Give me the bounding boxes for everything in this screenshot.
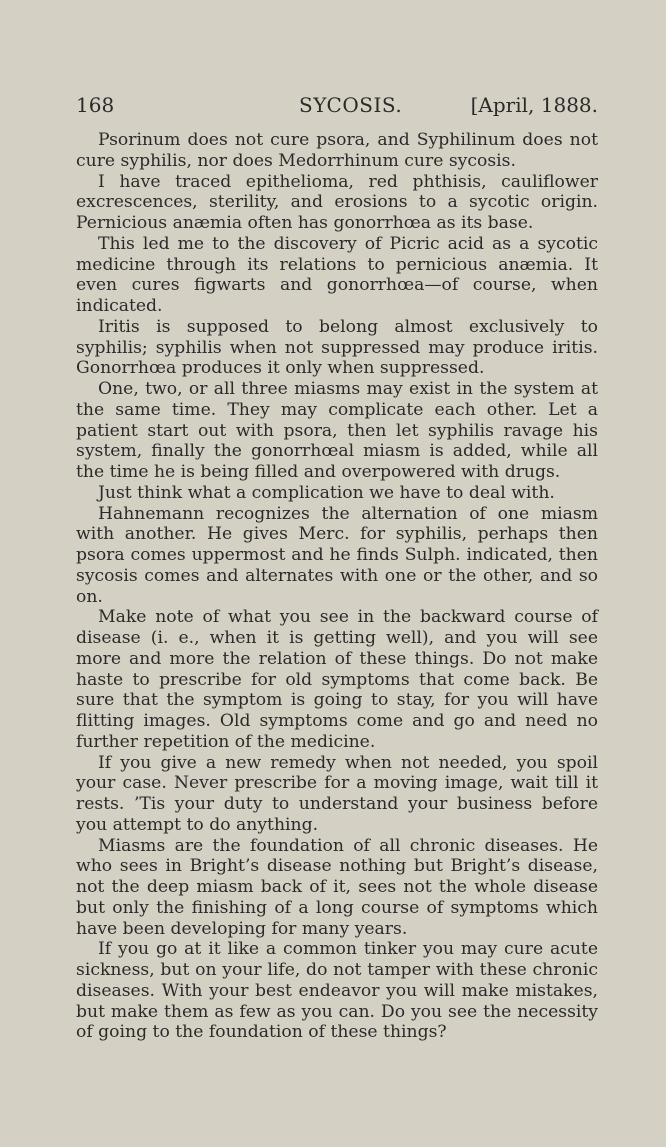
paragraph-picric-acid: This led me to the discovery of Picric acid as a sycotic medicine through its relations to pernicious anæmia. It even cures figwarts and gonorrhœa—of course, when indicated. [76, 233, 598, 316]
paragraph-chronic-diseases: Miasms are the foundation of all chronic diseases. He who sees in Bright’s disease nothing but Bright’s disease, not the deep miasm back of it, sees not the whole disease but only the finishing of a long course of symptoms which have been developing for many years. [76, 835, 598, 939]
section-title: SYCOSIS. [299, 93, 403, 117]
paragraph-psorinum: Psorinum does not cure psora, and Syphilinum does not cure syphilis, nor does Medorrhinum cure sycosis. [76, 130, 598, 171]
issue-date: [April, 1888. [470, 93, 598, 117]
paragraph-complication: Just think what a complication we have to deal with. [98, 482, 555, 503]
paragraph-tinker: If you go at it like a common tinker you may cure acute sickness, but on your life, do not tamper with these chronic diseases. With your best endeavor you will make mistakes, but make them as few as you can. Do you see the necessity of going to the foundation of these things? [76, 939, 598, 1043]
paragraph-backward-course: Make note of what you see in the backward course of disease (i. e., when it is getting well), and you will see more and more the relation of these things. Do not make haste to prescribe for old symptoms that come back. Be sure that the symptom is going to stay, for you will have flitting images. Old symptoms come and go and need no further repetition of the medicine. [76, 607, 598, 752]
body-text [76, 130, 598, 1043]
paragraph-iritis: Iritis is supposed to belong almost exclusively to syphilis; syphilis when not suppressed may produce iritis. Gonorrhœa produces it only when suppressed. [76, 316, 598, 379]
page-number: 168 [76, 93, 115, 117]
paragraph-hahnemann: Hahnemann recognizes the alternation of one miasm with another. He gives Merc. for syphilis, perhaps then psora comes uppermost and he finds Sulph. indicated, then sycosis comes and alternates with one or the other, and so on. [76, 503, 598, 607]
running-head [76, 92, 598, 118]
paragraph-new-remedy: If you give a new remedy when not needed, you spoil your case. Never prescribe for a moving image, wait till it rests. ’Tis your duty to understand your business before you attempt to do anything. [76, 752, 598, 835]
paragraph-sycotic-origin: I have traced epithelioma, red phthisis, cauliflower excrescences, sterility, and erosions to a sycotic origin. Pernicious anæmia often has gonorrhœa as its base. [76, 171, 598, 233]
paragraph-three-miasms: One, two, or all three miasms may exist in the system at the same time. They may complicate each other. Let a patient start out with psora, then let syphilis ravage his system, finally the gonorrhœal miasm is added, while all the time he is being filled and overpowered with drugs. [76, 379, 598, 482]
